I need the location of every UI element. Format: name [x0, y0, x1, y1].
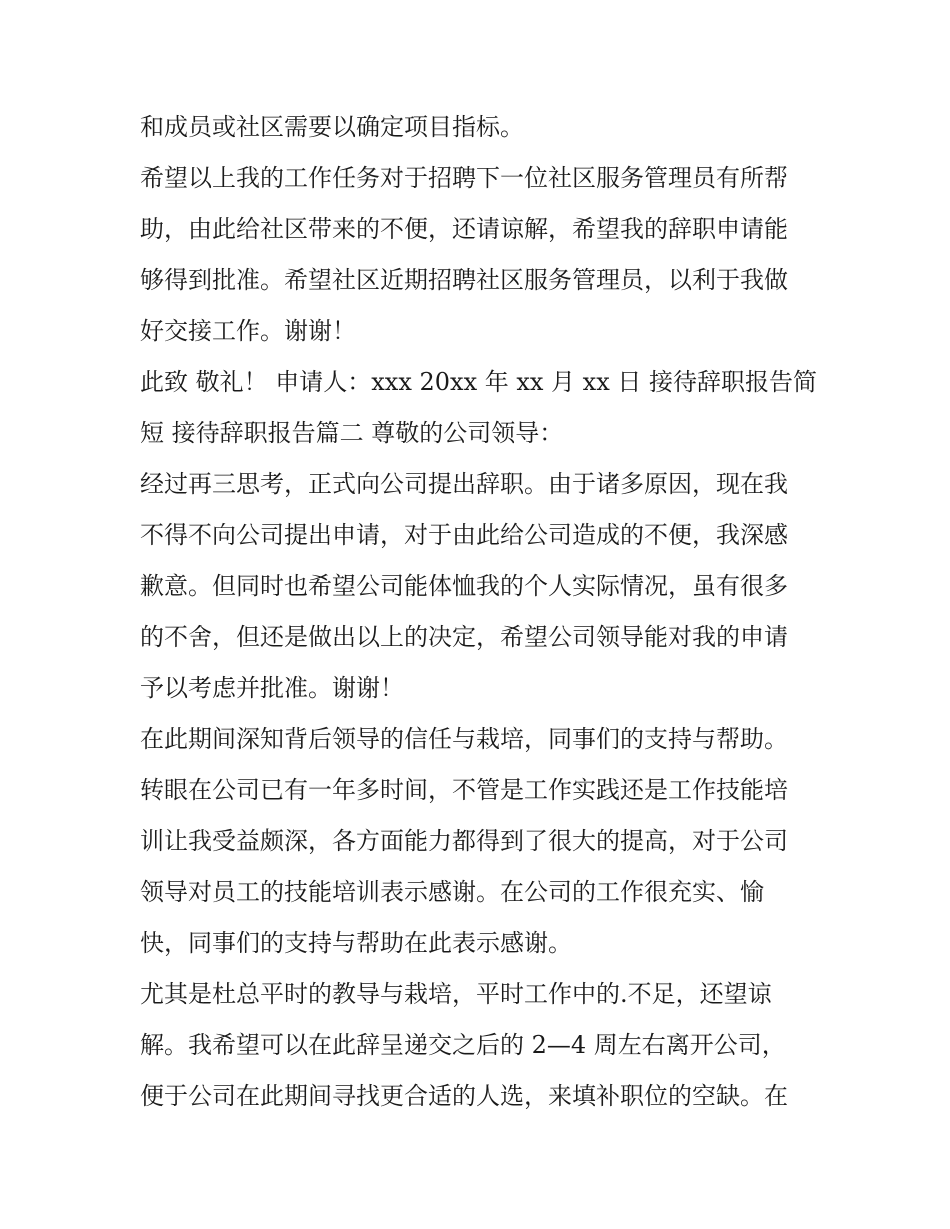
text-line: 和成员或社区需要以确定项目指标。	[140, 113, 524, 141]
text-line: 不得不向公司提出申请，对于由此给公司造成的不便，我深感	[140, 521, 788, 549]
text-line: 尤其是杜总平时的教导与栽培，平时工作中的.不足，还望谅	[140, 980, 772, 1008]
text-line: 便于公司在此期间寻找更合适的人选，来填补职位的空缺。在	[140, 1082, 788, 1110]
text-line: 歉意。但同时也希望公司能体恤我的个人实际情况，虽有很多	[140, 572, 788, 600]
text-line: 转眼在公司已有一年多时间，不管是工作实践还是工作技能培	[140, 776, 788, 804]
text-line: 希望以上我的工作任务对于招聘下一位社区服务管理员有所帮	[140, 164, 788, 192]
text-line: 快，同事们的支持与帮助在此表示感谢。	[140, 929, 572, 957]
text-line: 训让我受益颇深，各方面能力都得到了很大的提高，对于公司	[140, 827, 788, 855]
text-line: 经过再三思考，正式向公司提出辞职。由于诸多原因，现在我	[140, 470, 788, 498]
text-line: 此致 敬礼！ 申请人：xxx 20xx 年 xx 月 xx 日 接待辞职报告简	[140, 368, 818, 396]
text-line: 够得到批准。希望社区近期招聘社区服务管理员，以利于我做	[140, 266, 788, 294]
text-line: 领导对员工的技能培训表示感谢。在公司的工作很充实、愉	[140, 878, 764, 906]
text-line: 的不舍，但还是做出以上的决定，希望公司领导能对我的申请	[140, 623, 788, 651]
text-line: 在此期间深知背后领导的信任与栽培，同事们的支持与帮助。	[140, 725, 788, 753]
paragraph-2	[140, 153, 820, 357]
text-line: 好交接工作。谢谢！	[140, 317, 356, 345]
paragraph-3	[140, 357, 820, 459]
paragraph-6	[140, 969, 820, 1122]
text-line: 助，由此给社区带来的不便，还请谅解，希望我的辞职申请能	[140, 215, 788, 243]
paragraph-4	[140, 459, 820, 714]
text-line: 解。我希望可以在此辞呈递交之后的 2—4 周左右离开公司，	[140, 1031, 786, 1059]
text-line: 予以考虑并批准。谢谢！	[140, 674, 404, 702]
text-line: 短 接待辞职报告篇二 尊敬的公司领导：	[140, 419, 564, 447]
document-body	[140, 102, 820, 1122]
paragraph-1	[140, 102, 820, 153]
paragraph-5	[140, 714, 820, 969]
